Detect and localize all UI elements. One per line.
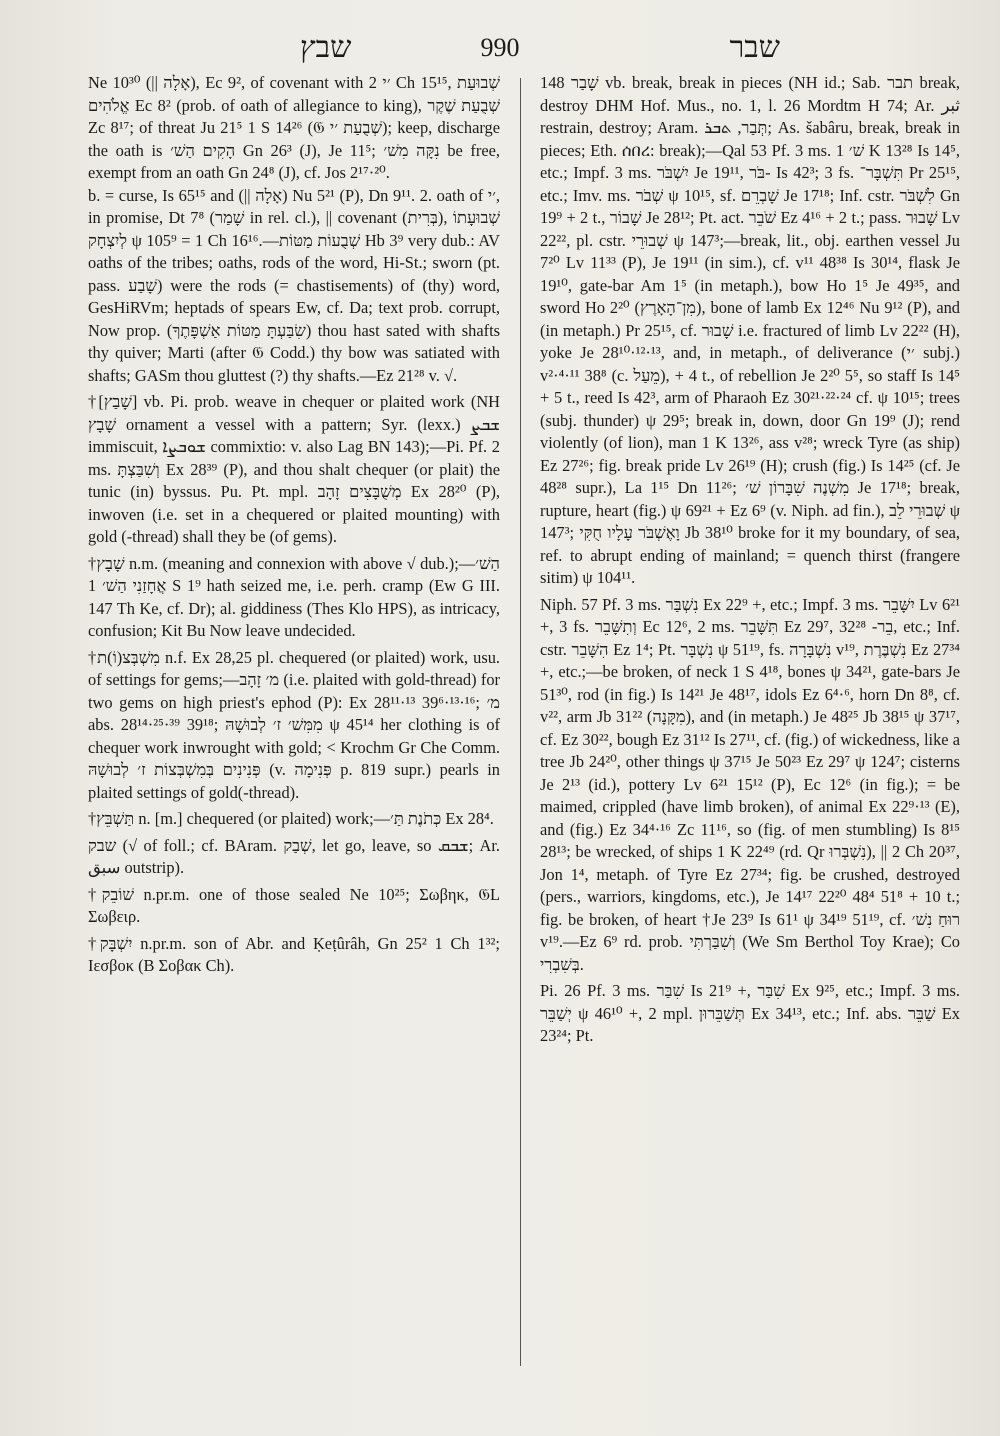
- entry-mishbetsot: †מִשְׁבְּצ(וֹ)ת n.f. Ex 28,25 pl. chequered (or plaited) work, usu. of settings for gems;—מ׳ זָהָב (i.e. plaited with gold-thread) for two gems on high priest's ephod (P): Ex 28¹¹·¹³ 39⁶·¹³·¹⁶; מ׳ abs. 28¹⁴·²⁵·³⁹ 39¹⁸; מִמִּשׁ׳ ז׳ לְבוּשָׁהּ ψ 45¹⁴ her clothing is of chequer work inwrought with gold; < Krochm Gr Che Comm. פְּנִינִים בְּמִשְׁבְּצוֹת ז׳ לְבוּשָׁהּ (v. פְּנִימָה p. 819 supr.) pearls in plaited settings of gold(-thread).: [88, 647, 500, 802]
- column-divider: [520, 78, 521, 1366]
- entry-shabats-verb: †[שָׁבַץ] vb. Pi. prob. weave in chequer or plaited work (NH שָׁבָץ ornament a vessel with a pattern; Syr. (lexx.) ܫܒܨ immiscuit, ܫܘܒܨܐ commixtio: v. also Lag BN 143);—Pi. Pf. 2 ms. וְשִׁבַּצְתָּ Ex 28³⁹ (P), and thou shalt chequer (or plait) the tunic (in) byssus. Pu. Pt. mpl. מְשֻׁבָּצִים זָהָב Ex 28²⁰ (P), inwoven (i.e. set in a chequered or plaited mounting) with gold (-thread) shall they be (of gems).: [88, 392, 500, 546]
- entry-yishbak: †יִשְׁבָּק n.pr.m. son of Abr. and Ḳeṭûrâh, Gn 25² 1 Ch 1³²; Ιεσβοκ (B Σοβακ Ch).: [88, 933, 500, 975]
- entry-shabar-piel: Pi. 26 Pf. 3 ms. שִׁבַּר Is 21⁹ +, שִׁבַּר Ex 9²⁵, etc.; Impf. 3 ms. יְשַׁבֵּר ψ 46¹⁰ +, 2 mpl. תְּשַׁבֵּרוּן Ex 34¹³, etc.; Inf. abs. שַׁבֵּר Ex 23²⁴; Pt.: [540, 981, 960, 1045]
- entry-shabar-qal: שָׁבַר 148 vb. break, break in pieces (NH id.; Sab. תבר break, destroy DHM Hof. Mus., no. 1, l. 26 Mordtm H 74; Ar. ثبر restrain, destroy; Aram. תְּבַר, ܬܒܪ; As. šabâru, break, break in pieces; Eth. ሰበረ: break);—Qal 53 Pf. 3 ms. שׁ׳ 1 K 13²⁸ Is 14⁵, etc.; Impf. 3 ms. יִשְׁבֹּר Je 19¹¹, בֹּר- Is 42³; 3 fs. תִּשְׁבָּר־ Pr 25¹⁵, etc.; Imv. ms. שְׁבֹר ψ 10¹⁵, sf. שָׁבְרֵם Je 17¹⁸; Inf. cstr. לִשְׁבֹּר Gn 19⁹ + 2 t., שָׁבוֹר Je 28¹²; Pt. act. שֹׁבֵר Ez 4¹⁶ + 2 t.; pass. שָׁבוּר Lv 22²², pl. cstr. שְׁבוּרֵי ψ 147³;—break, lit., obj. earthen vessel Ju 7²⁰ Lv 11³³ (P), Je 19¹¹ (in sim.), cf. v¹¹ 48³⁸ Is 30¹⁴, flask Je 19¹⁰, gate-bar Am 1⁵ (in metaph.), bow Ho 1⁵ Je 49³⁵, and sword Ho 2²⁰ (מִן־הָאָרֶץ), bone of lamb Ex 12⁴⁶ Nu 9¹² (P), and (in metaph.) Pr 25¹⁵, cf. שָׁבוּר i.e. fractured of limb Lv 22²² (H), yoke Je 28¹⁰·¹²·¹³, and, in metaph., of deliverance (׳י subj.) v²·⁴·¹¹ 38⁸ (c. מֵעַל), + 4 t., of rebellion Je 2²⁰ 5⁵, so staff Is 14⁵ + 5 t., reed Is 42³, arm of Pharaoh Ez 30²¹·²²·²⁴ cf. ψ 10¹⁵; trees (subj. thunder) ψ 29⁵; break in, down, door Gn 19⁹ (J); rend violently (of lion), man 1 K 13²⁶, ass v²⁸; wreck Tyre (as ship) Ez 27²⁶; fig. break pride Lv 26¹⁹ (H); crush (fig.) Is 14²⁵ (cf. Je 48²⁸ supr.), La 1¹⁵ Dn 11²⁶; מִשְׁנֶה שִׁבָּרוֹן שׁ׳ Je 17¹⁸; break, rupture, heart (fig.) ψ 69²¹ + Ez 6⁹ (v. Niph. ad fin.), שְׁבוּרֵי לֵב ψ 147³; וָאֶשְׁבֹּר עָלָיו חֻקִּי Jb 38¹⁰ broke for it my boundary, of sea, ref. to abrupt ending of mainland; = quench thirst (frangere sitim) ψ 104¹¹.: [540, 73, 960, 587]
- entry-shabak-root: שבק (√ of foll.; cf. BAram. שְׁבַק, let go, leave, so ܫܒܩ; Ar. سبق outstrip).: [88, 835, 500, 877]
- entry-shebuah-continued: Ne 10³⁰ (|| אָלָה), Ec 9², of covenant with ׳י 2 Ch 15¹⁵, שְׁבוּעַת אֱלֹהִים Ec 8² (prob. of oath of allegiance to king), שְׁבֻעַת שֶׁקֶר Zc 8¹⁷; of threat Ju 21⁵ 1 S 14²⁶ (𝔊 שְׁבֻעַת ׳י); keep, discharge the oath is הָקִים הַשׁ׳ Gn 26³ (J), Je 11⁵; נִקָּה מִשׁ׳ be free, exempt from an oath Gn 24⁸ (J), cf. Jos 2¹⁷·²⁰.: [88, 73, 500, 182]
- right-column: [540, 72, 960, 1396]
- entry-shabats-noun: †שָׁבָץ n.m. (meaning and connexion with above √ dub.);—הַשׁ׳ אֲחָזַנִי הַשׁ׳ 1 S 1⁹ hath seized me, i.e. perh. cramp (Ew G III. 147 Th Ke, cf. Dr); al. giddiness (Thes Klo HPS), as intricacy, confusion; Kit Bu Now leave undecided.: [88, 553, 500, 640]
- entry-shobek: †שׁוֹבֵק n.pr.m. one of those sealed Ne 10²⁵; Σωβηκ, 𝔊L Σωβειρ.: [88, 884, 500, 926]
- entry-tashbets: †תַּשְׁבֵּץ n. [m.] chequered (or plaited) work;—כְּתֹנֶת תַּ׳ Ex 28⁴.: [88, 809, 494, 828]
- entry-shabar-niphal: Niph. 57 Pf. 3 ms. נִשְׁבַּר Ex 22⁹ +, etc.; Impf. 3 ms. יִשָּׁבֵר Lv 6²¹ +, 3 fs. וְתִשָּׁבֵר Ec 12⁶, 2 ms. תִּשָּׁבֵר Ez 29⁷, בֵר- 32²⁸, etc.; Inf. cstr. הִשָּׁבֵר Ez 1⁴; Pt. נִשְׁבָּר ψ 51¹⁹, fs. נִשְׁבָּרָה v¹⁹, נִשְׁבֶּרֶת Ez 27³⁴ +, etc.;—be broken, of neck 1 S 4¹⁸, bones ψ 34²¹, gate-bars Je 51³⁰, rod (in fig.) Is 14²¹ Je 48¹⁷, idols Ez 6⁴·⁶, horn Dn 8⁸, cf. v²², arm Jb 31²² (מִקָּנָה), and (in metaph.) Je 48²⁵ Jb 38¹⁵ ψ 37¹⁷, cf. Ez 30²², bough Ez 31¹² Is 27¹¹, cf. (fig.) of wickedness, like a tree Jb 24²⁰, other things ψ 37¹⁵ Je 50²³ Ez 29⁷ ψ 124⁷; cisterns Je 2¹³ (id.), pottery Lv 6²¹ 15¹² (P), Ec 12⁶ (in fig.); = be maimed, crippled (have limb broken), of animal Ex 22⁹·¹³ (E), and (fig.) Ez 34⁴·¹⁶ Zc 11¹⁶, so (fig. of men stumbling) Is 8¹⁵ 28¹³; be wrecked, of ships 1 K 22⁴⁹ (rd. Qr נִשְׁבְּרוּ), || 2 Ch 20³⁷, Jon 1⁴, metaph. of Tyre Ez 27³⁴; fig. be crushed, destroyed (pers., warriors, kingdoms, etc.), Je 14¹⁷ 22²⁰ 48⁴ 51⁸ + 10 t.; fig. be broken, of heart †Je 23⁹ Is 61¹ ψ 34¹⁹ 51¹⁹, cf. רוּחַ נִשׁ׳ v¹⁹.—Ez 6⁹ rd. prob. וְשִׁבַּרְתִּי (We Sm Berthol Toy Krae); Co בְּשִׁבְרִי.: [540, 594, 960, 974]
- left-running-headword: שבץ: [300, 31, 352, 64]
- entry-shebuah-curse: b. = curse, Is 65¹⁵ and (|| אָלָה) Nu 5²¹ (P), Dn 9¹¹. 2. oath of ׳י, in promise, Dt 7⁸ (שָׁמַר in rel. cl.), || covenant (בְּרִית), שְׁבוּעָתוֹ לְיִצְחָק ψ 105⁹ = 1 Ch 16¹⁶.—שְׁבֻעוֹת מַטּוֹת Hb 3⁹ very dub.: AV oaths of the tribes; oaths, rods of the word, Hi-St.; sworn (pt. pass. שָׁבַע) were the rods (= chastisements) of (thy) word, GesHiRVm; heptads of spears Ew, cf. Da; text prob. corrupt, Now prop. (שִׂבַּעְתָּ מַטּוֹת אַשְׁפָּתֶךָ) thou hast sated with shafts thy quiver; Marti (after 𝔊 Codd.) thy bow was satiated with shafts; GASm thou gluttest (?) thy shafts.—Ez 21²⁸ v. √.: [88, 185, 500, 385]
- left-column: [88, 72, 500, 1396]
- page-number: 990: [480, 33, 520, 62]
- right-running-headword: שבר: [729, 31, 780, 64]
- page-header: [70, 28, 930, 68]
